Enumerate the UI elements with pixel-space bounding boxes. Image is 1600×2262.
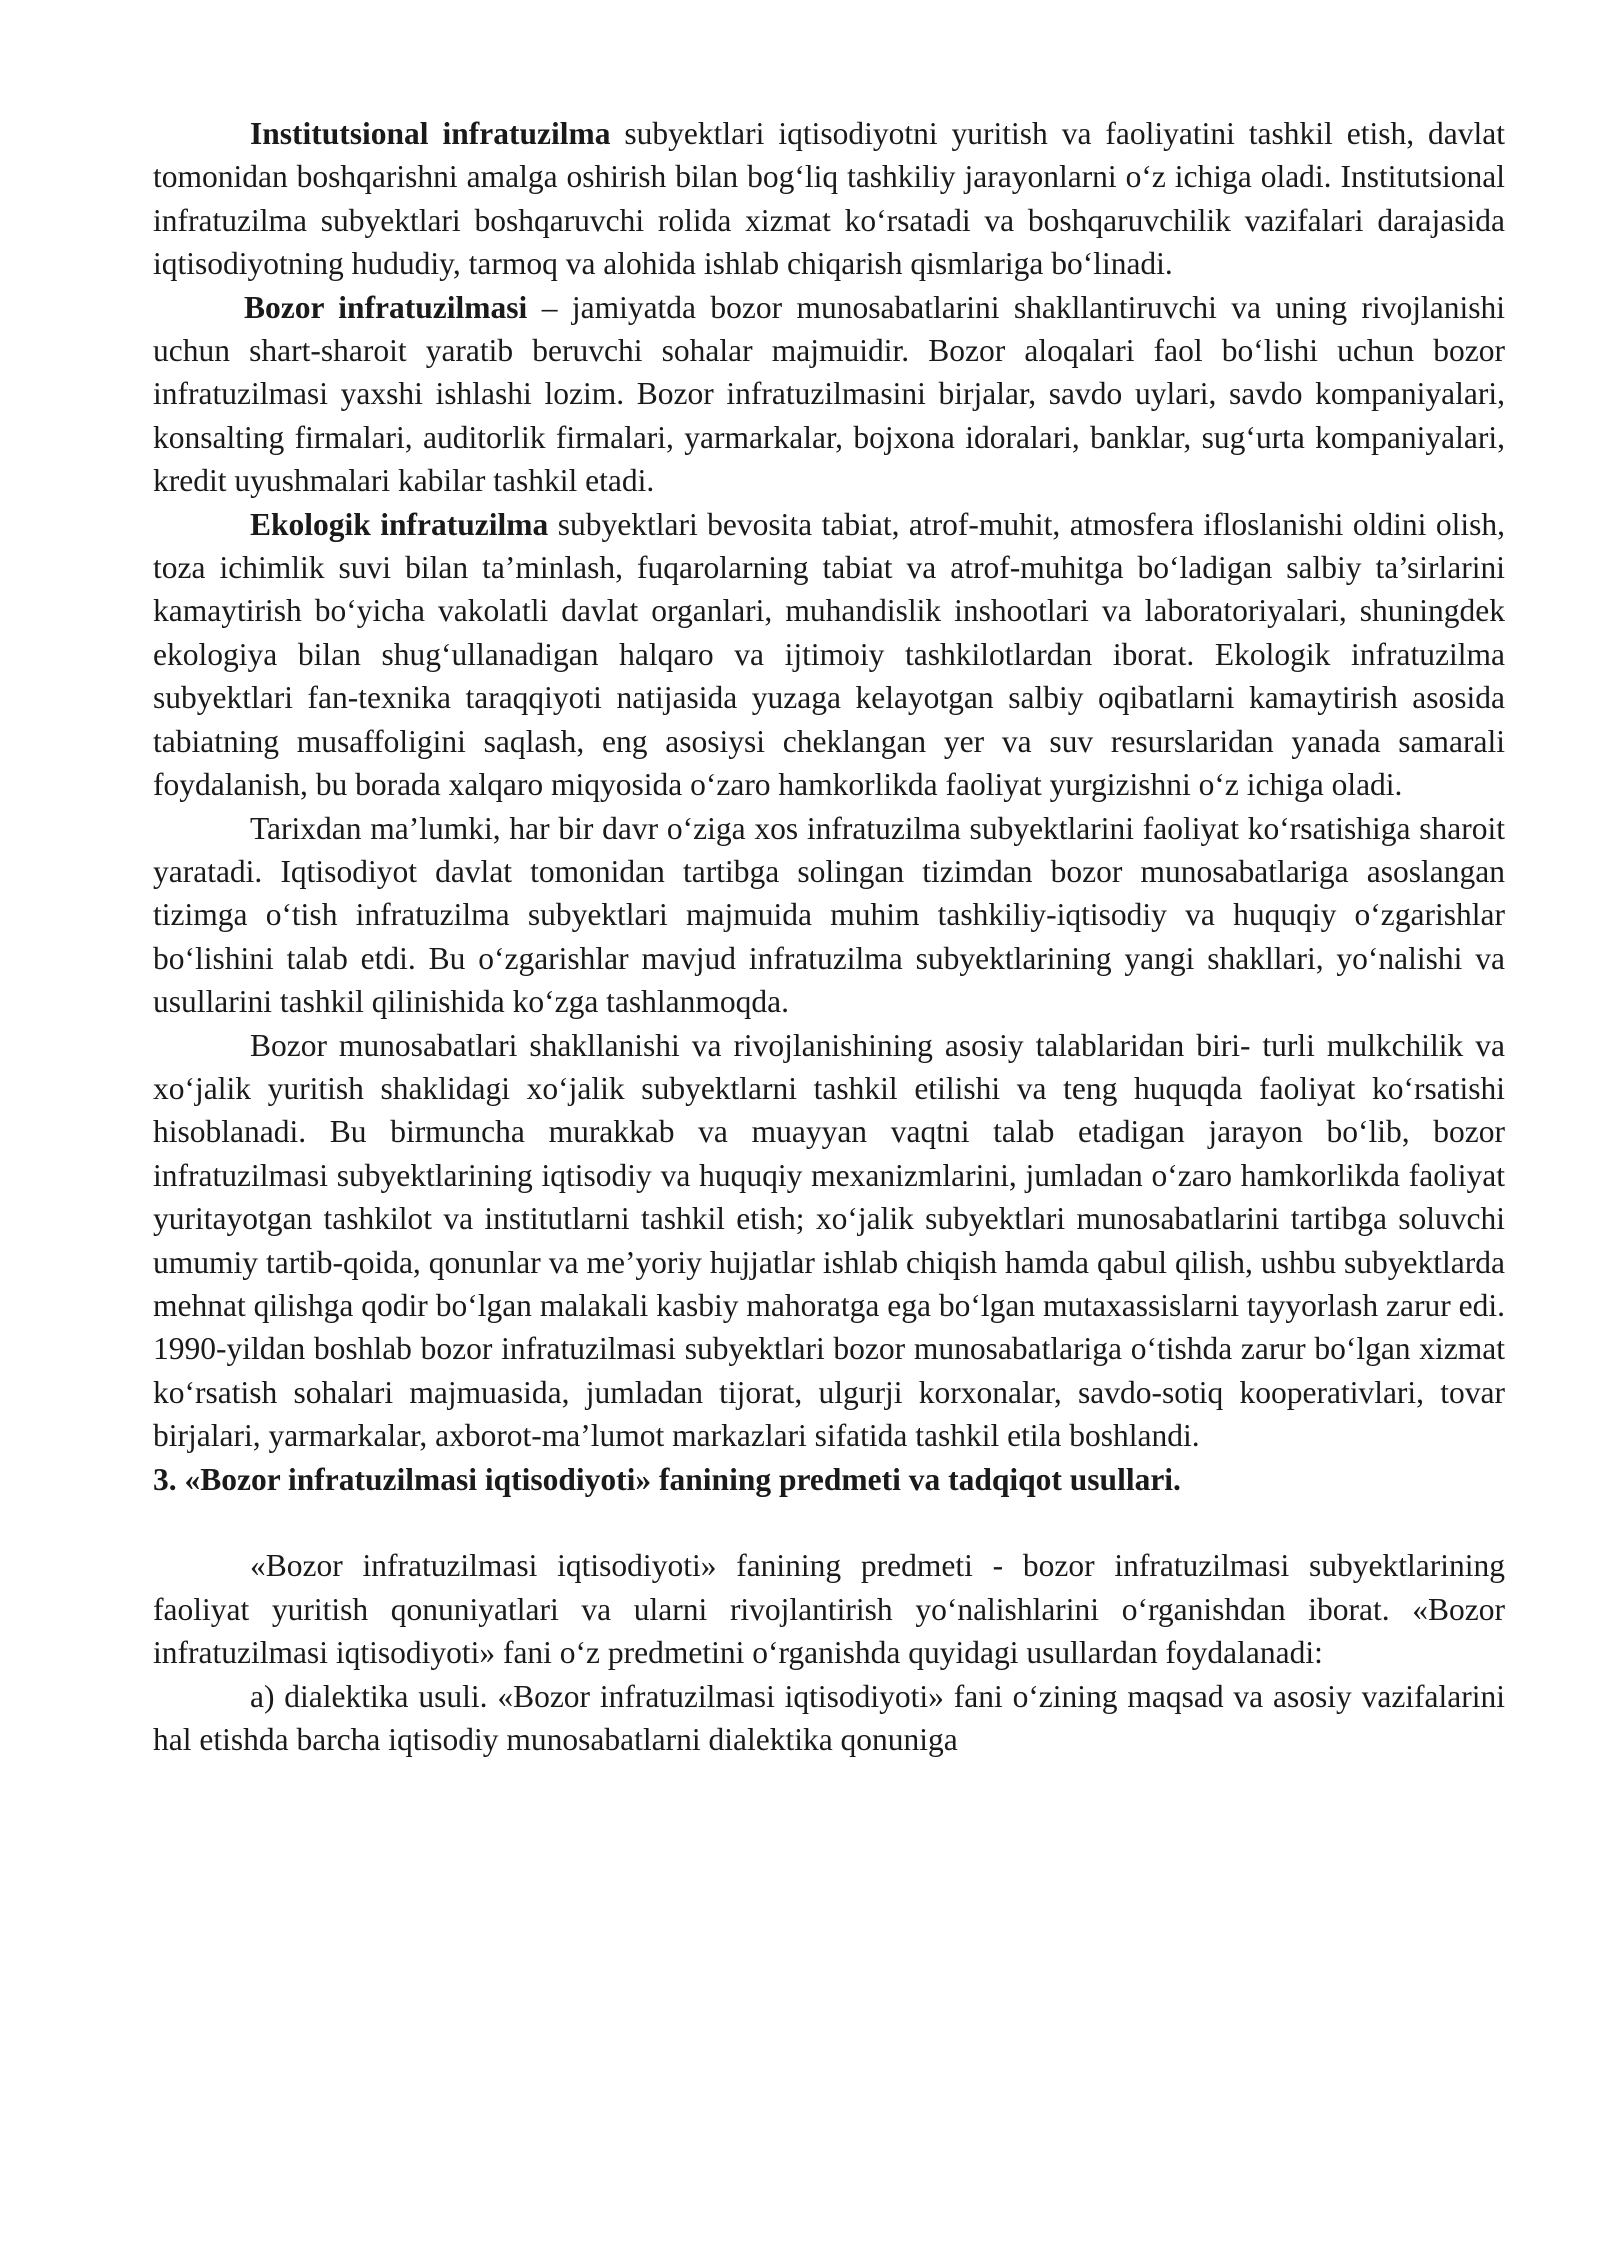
section-heading: 3. «Bozor infratuzilmasi iqtisodiyoti» fanining predmeti va tadqiqot usullari. xyxy=(153,1461,1181,1497)
paragraph-institutional-infrastructure xyxy=(153,112,1505,286)
paragraph-text: subyektlari iqtisodiyotni yuritish va faoliyatini tashkil etish, davlat tomonidan boshqarishni amalga oshirish bilan bog‘liq tashkiliy jarayonlarni o‘z ichiga oladi. Institutsional infratuzilma subyektlari boshqaruvchi rolida xizmat ko‘rsatadi va boshqaruvchilik vazifalari darajasida iqtisodiyotning hududiy, tarmoq va alohida ishlab chiqarish qismlariga bo‘linadi. xyxy=(153,116,1506,282)
blank-line xyxy=(153,1501,1505,1544)
paragraph-text: Tarixdan ma’lumki, har bir davr o‘ziga xos infratuzilma subyektlarini faoliyat ko‘rsatishiga sharoit yaratadi. Iqtisodiyot davlat tomonidan tartibga solingan tizimdan bozor munosabatlariga asoslangan tizimga o‘tish infratuzilma subyektlari majmuida muhim tashkiliy-iqtisodiy va huquqiy o‘zgarishlar bo‘lishini talab etdi. Bu o‘zgarishlar mavjud infratuzilma subyektlarining yangi shakllari, yo‘nalishi va usullarini tashkil qilinishida ko‘zga tashlanmoqda. xyxy=(153,810,1505,1020)
paragraph-market-infrastructure xyxy=(153,286,1505,503)
term-institutional-infrastructure: Institutsional infratuzilma xyxy=(250,116,611,151)
document-page xyxy=(153,112,1505,1761)
paragraph-text: subyektlari bevosita tabiat, atrof-muhit, atmosfera ifloslanishi oldini olish, toza ichimlik suvi bilan ta’minlash, fuqarolarning tabiat va atrof-muhitga bo‘ladigan salbiy ta’sirlarini kamaytirish bo‘yicha vakolatli davlat organlari, muhandislik inshootlari va laboratoriyalari, shuningdek ekologiya bilan shug‘ullanadigan halqaro va ijtimoiy tashkilotlardan iborat. Ekologik infratuzilma subyektlari fan-texnika taraqqiyoti natijasida yuzaga kelayotgan salbiy oqibatlarni kamaytirish asosida tabiatning musaffoligini saqlash, eng asosiysi cheklangan yer va suv resurslaridan yanada samarali foydalanish, bu borada xalqaro miqyosida o‘zaro hamkorlikda faoliyat yurgizishni o‘z ichiga oladi. xyxy=(153,506,1505,803)
term-ecological-infrastructure: Ekologik infratuzilma xyxy=(250,506,549,542)
paragraph-history xyxy=(153,807,1505,1024)
paragraph-market-relations xyxy=(153,1024,1505,1458)
paragraph-subject: «Bozor infratuzilmasi iqtisodiyoti» fanining predmeti - bozor infratuzilmasi subyektlarining faoliyat yuritish qonuniyatlari va ularni rivojlantirish yo‘nalishlarini o‘rganishdan iborat. «Bozor infratuzilmasi iqtisodiyoti» fani o‘z predmetini o‘rganishda quyidagi usullardan foydalanadi: xyxy=(153,1548,1505,1671)
term-market-infrastructure: Bozor infratuzilmasi xyxy=(244,289,528,325)
paragraph-dialectics-method: a) dialektika usuli. «Bozor infratuzilmasi iqtisodiyoti» fani o‘zining maqsad va asosiy vazifalarini hal etishda barcha iqtisodiy munosabatlarni dialektika qonuniga xyxy=(153,1678,1505,1758)
paragraph-ecological-infrastructure xyxy=(153,503,1505,807)
paragraph-text: – jamiyatda bozor munosabatlarini shakllantiruvchi va uning rivojlanishi uchun shart-sharoit yaratib beruvchi sohalar majmuidir. Bozor aloqalari faol bo‘lishi uchun bozor infratuzilmasi yaxshi ishlashi lozim. Bozor infratuzilmasini birjalar, savdo uylari, savdo kompaniyalari, konsalting firmalari, auditorlik firmalari, yarmarkalar, bojxona idoralari, banklar, sug‘urta kompaniyalari, kredit uyushmalari kabilar tashkil etadi. xyxy=(153,289,1506,499)
paragraph-text: Bozor munosabatlari shakllanishi va rivojlanishining asosiy talablaridan biri- turli mulkchilik va xo‘jalik yuritish shaklidagi xo‘jalik subyektlarni tashkil etilishi va teng huquqda faoliyat ko‘rsatishi hisoblanadi. Bu birmuncha murakkab va muayyan vaqtni talab etadigan jarayon bo‘lib, bozor infratuzilmasi subyektlarining iqtisodiy va huquqiy mexanizmlarini, jumladan o‘zaro hamkorlikda faoliyat yuritayotgan tashkilot va institutlarni tashkil etish; xo‘jalik subyektlari munosabatlarini tartibga soluvchi umumiy tartib-qoida, qonunlar va me’yoriy hujjatlar ishlab chiqish hamda qabul qilish, ushbu subyektlarda mehnat qilishga qodir bo‘lgan malakali kasbiy mahoratga ega bo‘lgan mutaxassislarni tayyorlash zarur edi. 1990-yildan boshlab bozor infratuzilmasi subyektlari bozor munosabatlariga o‘tishda zarur bo‘lgan xizmat ko‘rsatish sohalari majmuasida, jumladan tijorat, ulgurji korxonalar, savdo-sotiq kooperativlari, tovar birjalari, yarmarkalar, axborot-ma’lumot markazlari sifatida tashkil etila boshlandi. xyxy=(153,1027,1505,1454)
